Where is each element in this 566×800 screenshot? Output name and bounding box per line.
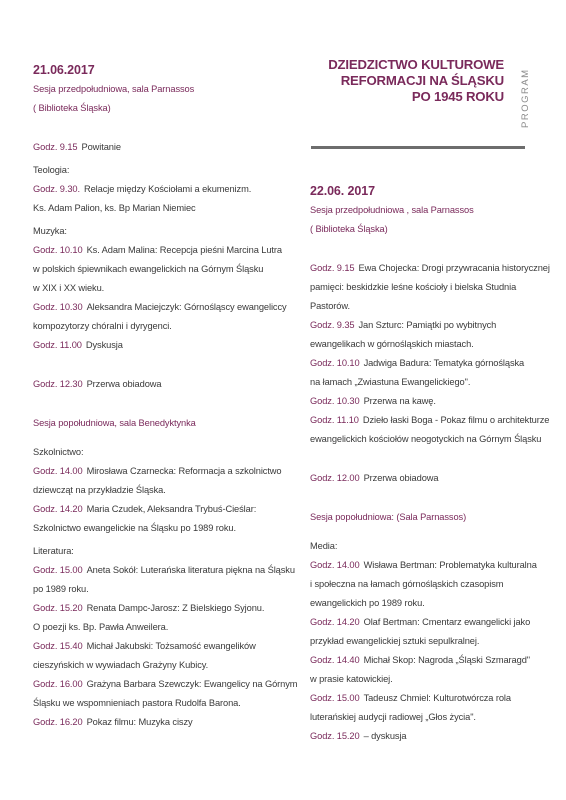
program-label: PROGRAM — [520, 68, 531, 128]
day1-column — [33, 61, 298, 732]
header-divider — [311, 146, 525, 149]
day2-date: 22.06. 2017 — [310, 184, 375, 198]
day2-session-line-2: ( Biblioteka Śląska) — [310, 224, 388, 234]
entry-text: Michał Jakubski: Tożsamość ewangelików — [86, 641, 256, 651]
lit-entry-2-cont: O poezji ks. Bp. Pawła Anweilera. — [33, 622, 169, 632]
discussion-entry — [33, 336, 288, 355]
time: Godz. 9.15 — [310, 263, 355, 273]
day1-session-line-2: ( Biblioteka Śląska) — [33, 103, 111, 113]
conference-title — [300, 57, 504, 105]
media-entry-2 — [310, 613, 550, 632]
entry-text: Ewa Chojecka: Drogi przywracania historycznej — [358, 263, 550, 273]
music-entry-1 — [33, 241, 288, 260]
day2-column — [310, 182, 550, 746]
edu-entry-2-cont: Szkolnictwo ewangelickie na Śląsku po 1989 roku. — [33, 523, 236, 533]
literature-label: Literatura: — [33, 546, 74, 556]
time: Godz. 14.20 — [33, 504, 83, 514]
entry-text: Jadwiga Badura: Tematyka górnośląska — [363, 358, 525, 368]
entry-text: Mirosława Czarnecka: Reformacja a szkolnictwo — [86, 466, 282, 476]
music-entry-2-cont: kompozytorzy chóralni i dyrygenci. — [33, 321, 172, 331]
media-entry-1 — [310, 556, 550, 575]
day2-afternoon-title: Sesja popołudniowa: (Sala Parnassos) — [310, 512, 467, 522]
lit-entry-4-cont: Śląsku we wspomnieniach pastora Rudolfa Barona. — [33, 698, 241, 708]
media-entry-3-cont: w prasie katowickiej. — [310, 674, 393, 684]
media-entry-1-cont: ewangelickich po 1989 roku. — [310, 598, 425, 608]
film-entry — [33, 713, 288, 732]
title-line-2: REFORMACJI NA ŚLĄSKU — [340, 73, 504, 88]
day2-lunch-entry — [310, 469, 550, 488]
time: Godz. 10.10 — [33, 245, 83, 255]
time: Godz. 12.00 — [310, 473, 360, 483]
time: Godz. 14.00 — [33, 466, 83, 476]
time: Godz. 11.00 — [33, 340, 82, 350]
time: Godz. 16.20 — [33, 717, 83, 727]
entry-text: Renata Dampc-Jarosz: Z Bielskiego Syjonu. — [86, 603, 265, 613]
entry-text: Aneta Sokół: Luterańska literatura piękna na Śląsku — [86, 565, 295, 575]
entry-text: Pokaz filmu: Muzyka ciszy — [86, 717, 193, 727]
day2-entry-3-cont: na łamach „Zwiastuna Ewangelickiego". — [310, 377, 471, 387]
time: Godz. 15.40 — [33, 641, 83, 651]
entry-text: Wisława Bertman: Problematyka kulturalna — [363, 560, 537, 570]
time: Godz. 10.10 — [310, 358, 360, 368]
theology-entry — [33, 180, 288, 199]
media-label: Media: — [310, 541, 338, 551]
afternoon-session-title: Sesja popołudniowa, sala Benedyktynka — [33, 418, 196, 428]
entry-text: Przerwa na kawę. — [363, 396, 436, 406]
coffee-entry — [310, 392, 550, 411]
time: Godz. 16.00 — [33, 679, 83, 689]
time: Godz. 14.20 — [310, 617, 360, 627]
music-label: Muzyka: — [33, 226, 67, 236]
time: Godz. 9.30. — [33, 184, 80, 194]
entry-text: Powitanie — [81, 142, 121, 152]
time: Godz. 15.20 — [310, 731, 360, 741]
music-entry-1-cont: w polskich śpiewnikach ewangelickich na Górnym Śląsku — [33, 264, 264, 274]
title-line-3: PO 1945 ROKU — [411, 89, 504, 104]
media-entry-4 — [310, 689, 550, 708]
entry-text: – dyskusja — [363, 731, 407, 741]
media-entry-3 — [310, 651, 550, 670]
entry-text: Grażyna Barbara Szewczyk: Ewangelicy na Górnym — [86, 679, 298, 689]
edu-entry-1 — [33, 462, 288, 481]
day2-entry-3 — [310, 354, 550, 373]
entry-text: Relacje między Kościołami a ekumenizm. — [83, 184, 252, 194]
music-entry-1-cont: w XIX i XX wieku. — [33, 283, 105, 293]
day2-entry-4 — [310, 411, 550, 430]
welcome-entry — [33, 138, 288, 157]
title-line-1: DZIEDZICTWO KULTUROWE — [328, 57, 504, 72]
time: Godz. 14.40 — [310, 655, 360, 665]
day2-entry-4-cont: ewangelickich kościołów neogotyckich na Górnym Śląsku — [310, 434, 542, 444]
lit-entry-1 — [33, 561, 295, 580]
time: Godz. 15.00 — [310, 693, 360, 703]
lit-entry-3-cont: cieszyńskich w wywiadach Grażyny Kubicy. — [33, 660, 209, 670]
time: Godz. 14.00 — [310, 560, 360, 570]
time: Godz. 10.30 — [310, 396, 360, 406]
music-entry-2 — [33, 298, 288, 317]
entry-text: Ks. Adam Malina: Recepcja pieśni Marcina Lutra — [86, 245, 282, 255]
day2-session-line-1: Sesja przedpołudniowa , sala Parnassos — [310, 205, 474, 215]
education-label: Szkolnictwo: — [33, 447, 84, 457]
entry-text: Olaf Bertman: Cmentarz ewangelicki jako — [363, 617, 531, 627]
day1-date: 21.06.2017 — [33, 63, 95, 77]
theology-label: Teologia: — [33, 165, 70, 175]
day2-entry-2 — [310, 316, 550, 335]
final-entry — [310, 727, 550, 746]
time: Godz. 15.20 — [33, 603, 83, 613]
time: Godz. 9.15 — [33, 142, 78, 152]
entry-text: Maria Czudek, Aleksandra Trybuś-Cieślar: — [86, 504, 257, 514]
edu-entry-1-cont: dziewcząt na przykładzie Śląska. — [33, 485, 166, 495]
entry-text: Dyskusja — [85, 340, 123, 350]
theology-speakers: Ks. Adam Palion, ks. Bp Marian Niemiec — [33, 203, 196, 213]
time: Godz. 11.10 — [310, 415, 359, 425]
entry-text: Przerwa obiadowa — [86, 379, 162, 389]
day2-entry-1-cont: Pastorów. — [310, 301, 350, 311]
lit-entry-3 — [33, 637, 288, 656]
time: Godz. 9.35 — [310, 320, 355, 330]
time: Godz. 10.30 — [33, 302, 83, 312]
entry-text: Przerwa obiadowa — [363, 473, 439, 483]
media-entry-4-cont: luterańskiej audycji radiowej „Głos życia". — [310, 712, 476, 722]
time: Godz. 15.00 — [33, 565, 83, 575]
entry-text: Michał Skop: Nagroda „Śląski Szmaragd" — [363, 655, 530, 665]
lit-entry-2 — [33, 599, 288, 618]
media-entry-1-cont: i społeczna na łamach górnośląskich czasopism — [310, 579, 504, 589]
day2-entry-1 — [310, 259, 550, 278]
lit-entry-1-cont: po 1989 roku. — [33, 584, 89, 594]
day2-entry-2-cont: ewangelikach w górnośląskich miastach. — [310, 339, 474, 349]
program-label-box — [519, 58, 533, 128]
media-entry-2-cont: przykład ewangelickiej sztuki sepulkralnej. — [310, 636, 480, 646]
entry-text: Tadeusz Chmiel: Kulturotwórcza rola — [363, 693, 511, 703]
lunch-entry — [33, 375, 288, 394]
entry-text: Dzieło łaski Boga - Pokaz filmu o architekturze — [362, 415, 550, 425]
entry-text: Jan Szturc: Pamiątki po wybitnych — [358, 320, 497, 330]
time: Godz. 12.30 — [33, 379, 83, 389]
day1-session-line-1: Sesja przedpołudniowa, sala Parnassos — [33, 84, 195, 94]
day2-entry-1-cont: pamięci: beskidzkie leśne kościoły i bielska Studnia — [310, 282, 517, 292]
lit-entry-4 — [33, 675, 298, 694]
entry-text: Aleksandra Maciejczyk: Górnośląscy ewangeliccy — [86, 302, 287, 312]
edu-entry-2 — [33, 500, 288, 519]
